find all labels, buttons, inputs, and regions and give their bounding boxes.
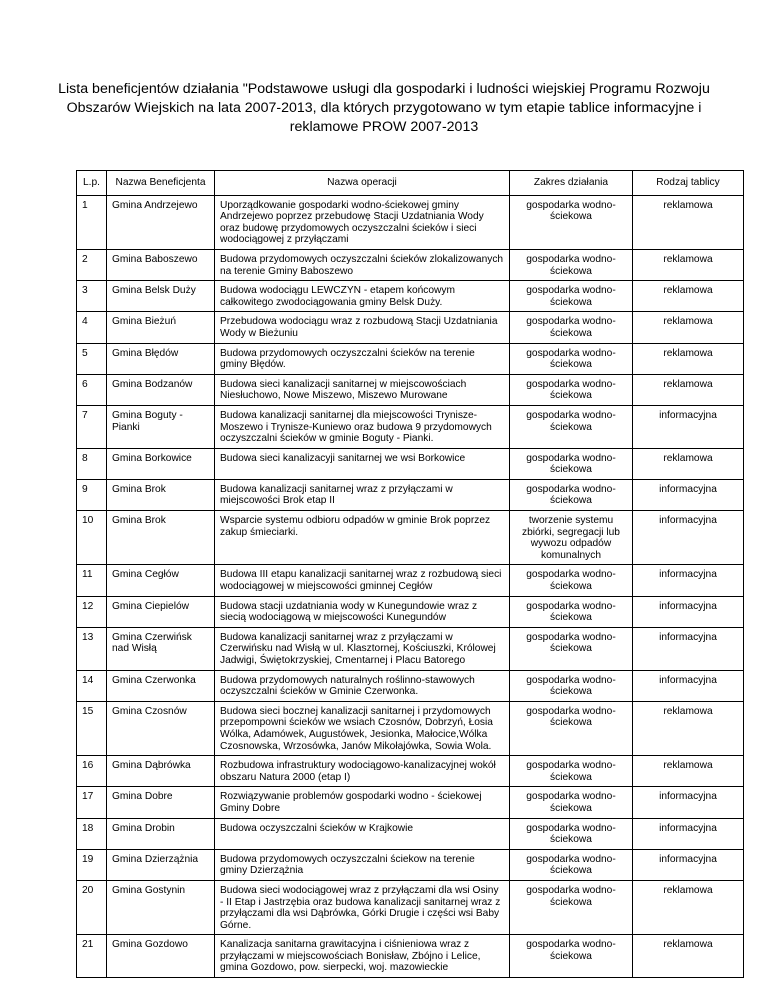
cell-beneficjent: Gmina Andrzejewo <box>107 195 215 249</box>
cell-beneficjent: Gmina Czosnów <box>107 701 215 755</box>
table-row <box>77 935 744 978</box>
cell-rodzaj: informacyjna <box>633 818 744 849</box>
cell-rodzaj: informacyjna <box>633 511 744 565</box>
cell-operacja: Budowa sieci wodociągowej wraz z przyłączami dla wsi Osiny - II Etap i Jastrzębia oraz budowa kanalizacji sanitarnej wraz z przyłączami dla wsi Dąbrówka, Górki Drugie i części wsi Baby Górne. <box>215 880 510 934</box>
table-row <box>77 448 744 479</box>
cell-beneficjent: Gmina Gozdowo <box>107 935 215 978</box>
cell-operacja: Budowa stacji uzdatniania wody w Kunegundowie wraz z siecią wodociągową w miejscowości Kunegundów <box>215 596 510 627</box>
cell-zakres: gospodarka wodno-ściekowa <box>510 880 633 934</box>
cell-lp: 10 <box>77 511 107 565</box>
cell-zakres: gospodarka wodno-ściekowa <box>510 281 633 312</box>
cell-operacja: Rozwiązywanie problemów gospodarki wodno - ściekowej Gminy Dobre <box>215 787 510 818</box>
cell-zakres: gospodarka wodno-ściekowa <box>510 374 633 405</box>
cell-beneficjent: Gmina Dobre <box>107 787 215 818</box>
cell-beneficjent: Gmina Brok <box>107 479 215 510</box>
cell-beneficjent: Gmina Boguty - Pianki <box>107 405 215 448</box>
header-operacja: Nazwa operacji <box>215 171 510 196</box>
table-row <box>77 374 744 405</box>
cell-operacja: Budowa sieci kanalizacyji sanitarnej we wsi Borkowice <box>215 448 510 479</box>
cell-lp: 15 <box>77 701 107 755</box>
cell-beneficjent: Gmina Drobin <box>107 818 215 849</box>
table-row <box>77 511 744 565</box>
cell-beneficjent: Gmina Ciepielów <box>107 596 215 627</box>
cell-beneficjent: Gmina Bieżuń <box>107 312 215 343</box>
cell-operacja: Budowa kanalizacji sanitarnej dla miejscowości Trynisze-Moszewo i Trynisze-Kuniewo oraz budowa 9 przydomowych oczyszczalni ścieków w gminie Boguty - Pianki. <box>215 405 510 448</box>
cell-rodzaj: reklamowa <box>633 281 744 312</box>
cell-operacja: Przebudowa wodociągu wraz z rozbudową Stacji Uzdatniania Wody w Bieżuniu <box>215 312 510 343</box>
beneficiaries-table <box>76 170 744 978</box>
cell-rodzaj: informacyjna <box>633 787 744 818</box>
cell-lp: 18 <box>77 818 107 849</box>
cell-operacja: Budowa kanalizacji sanitarnej wraz z przyłączami w miejscowości Brok etap II <box>215 479 510 510</box>
cell-beneficjent: Gmina Bodzanów <box>107 374 215 405</box>
cell-lp: 17 <box>77 787 107 818</box>
cell-operacja: Budowa oczyszczalni ścieków w Krajkowie <box>215 818 510 849</box>
cell-rodzaj: reklamowa <box>633 880 744 934</box>
cell-lp: 19 <box>77 849 107 880</box>
cell-operacja: Budowa przydomowych oczyszczalni ścieków zlokalizowanych na terenie Gminy Baboszewo <box>215 249 510 280</box>
cell-rodzaj: informacyjna <box>633 479 744 510</box>
cell-rodzaj: reklamowa <box>633 935 744 978</box>
cell-lp: 9 <box>77 479 107 510</box>
cell-operacja: Budowa sieci kanalizacji sanitarnej w miejscowościach Niesłuchowo, Nowe Miszewo, Miszewo Murowane <box>215 374 510 405</box>
cell-rodzaj: informacyjna <box>633 627 744 670</box>
cell-zakres: gospodarka wodno-ściekowa <box>510 565 633 596</box>
table-row <box>77 281 744 312</box>
cell-operacja: Budowa III etapu kanalizacji sanitarnej wraz z rozbudową sieci wodociągowej w miejscowości gminnej Cegłów <box>215 565 510 596</box>
table-row <box>77 195 744 249</box>
cell-rodzaj: reklamowa <box>633 195 744 249</box>
cell-rodzaj: informacyjna <box>633 405 744 448</box>
table-row <box>77 405 744 448</box>
cell-operacja: Budowa przydomowych oczyszczalni ściekow na terenie gminy Dzierzążnia <box>215 849 510 880</box>
cell-zakres: gospodarka wodno-ściekowa <box>510 596 633 627</box>
cell-zakres: gospodarka wodno-ściekowa <box>510 756 633 787</box>
cell-rodzaj: reklamowa <box>633 448 744 479</box>
table-row <box>77 343 744 374</box>
cell-zakres: gospodarka wodno-ściekowa <box>510 701 633 755</box>
cell-beneficjent: Gmina Gostynin <box>107 880 215 934</box>
cell-zakres: gospodarka wodno-ściekowa <box>510 249 633 280</box>
table-row <box>77 787 744 818</box>
cell-operacja: Wsparcie systemu odbioru odpadów w gminie Brok poprzez zakup śmieciarki. <box>215 511 510 565</box>
cell-rodzaj: informacyjna <box>633 670 744 701</box>
table-row <box>77 818 744 849</box>
cell-lp: 4 <box>77 312 107 343</box>
cell-operacja: Budowa wodociągu LEWCZYN - etapem końcowym całkowitego zwodociągowania gminy Belsk Duży. <box>215 281 510 312</box>
document-title: Lista beneficjentów działania "Podstawowe usługi dla gospodarki i ludności wiejskiej Programu Rozwoju Obszarów Wiejskich na lata 2007-2013, dla których przygotowano w tym etapie tablice informacyjne i reklamowe PROW 2007-2013 <box>58 81 710 135</box>
table-header-row <box>77 171 744 196</box>
cell-zakres: gospodarka wodno-ściekowa <box>510 405 633 448</box>
cell-lp: 1 <box>77 195 107 249</box>
cell-operacja: Budowa przydomowych oczyszczalni ścieków na terenie gminy Błędów. <box>215 343 510 374</box>
cell-zakres: gospodarka wodno-ściekowa <box>510 312 633 343</box>
cell-rodzaj: informacyjna <box>633 596 744 627</box>
cell-zakres: gospodarka wodno-ściekowa <box>510 627 633 670</box>
cell-rodzaj: reklamowa <box>633 343 744 374</box>
table-row <box>77 312 744 343</box>
cell-rodzaj: reklamowa <box>633 701 744 755</box>
cell-lp: 13 <box>77 627 107 670</box>
cell-operacja: Kanalizacja sanitarna grawitacyjna i ciśnieniowa wraz z przyłączami w miejscowościach Bonisław, Zbójno i Lelice, gmina Gozdowo, pow. sierpecki, woj. mazowieckie <box>215 935 510 978</box>
table-row <box>77 596 744 627</box>
cell-zakres: gospodarka wodno-ściekowa <box>510 670 633 701</box>
header-zakres: Zakres działania <box>510 171 633 196</box>
cell-rodzaj: reklamowa <box>633 756 744 787</box>
cell-operacja: Budowa sieci bocznej kanalizacji sanitarnej i przydomowych przepompowni ścieków we wsiach Czosnów, Dobrzyń, Łosia Wólka, Adamówek, Augustówek, Jesionka, Małocice,Wólka Czosnowska, Wrzosówka, Janów Mikołajówka, Sowia Wola. <box>215 701 510 755</box>
cell-lp: 14 <box>77 670 107 701</box>
cell-zakres: gospodarka wodno-ściekowa <box>510 448 633 479</box>
header-rodzaj: Rodzaj tablicy <box>633 171 744 196</box>
cell-operacja: Rozbudowa infrastruktury wodociągowo-kanalizacyjnej wokół obszaru Natura 2000 (etap I) <box>215 756 510 787</box>
cell-zakres: gospodarka wodno-ściekowa <box>510 195 633 249</box>
cell-rodzaj: informacyjna <box>633 849 744 880</box>
cell-lp: 12 <box>77 596 107 627</box>
cell-rodzaj: reklamowa <box>633 312 744 343</box>
cell-lp: 5 <box>77 343 107 374</box>
header-lp: L.p. <box>77 171 107 196</box>
cell-zakres: gospodarka wodno-ściekowa <box>510 479 633 510</box>
cell-zakres: gospodarka wodno-ściekowa <box>510 787 633 818</box>
cell-operacja: Uporządkowanie gospodarki wodno-ściekowej gminy Andrzejewo poprzez przebudowę Stacji Uzdatniania Wody oraz budowę przydomowych oczyszczalni ścieków i sieci wodociągowej z przyłączami <box>215 195 510 249</box>
table-row <box>77 670 744 701</box>
table-row <box>77 880 744 934</box>
cell-rodzaj: reklamowa <box>633 374 744 405</box>
cell-lp: 20 <box>77 880 107 934</box>
table-row <box>77 249 744 280</box>
cell-rodzaj: informacyjna <box>633 565 744 596</box>
cell-operacja: Budowa przydomowych naturalnych roślinno-stawowych oczyszczalni ścieków w Gminie Czerwonka. <box>215 670 510 701</box>
cell-rodzaj: reklamowa <box>633 249 744 280</box>
table-row <box>77 701 744 755</box>
cell-beneficjent: Gmina Dąbrówka <box>107 756 215 787</box>
cell-beneficjent: Gmina Brok <box>107 511 215 565</box>
cell-zakres: gospodarka wodno-ściekowa <box>510 818 633 849</box>
header-beneficjent: Nazwa Beneficjenta <box>107 171 215 196</box>
cell-zakres: tworzenie systemu zbiórki, segregacji lub wywozu odpadów komunalnych <box>510 511 633 565</box>
cell-beneficjent: Gmina Dzierzążnia <box>107 849 215 880</box>
cell-beneficjent: Gmina Czerwonka <box>107 670 215 701</box>
cell-lp: 3 <box>77 281 107 312</box>
cell-lp: 2 <box>77 249 107 280</box>
table-row <box>77 756 744 787</box>
table-row <box>77 849 744 880</box>
cell-lp: 7 <box>77 405 107 448</box>
table-row <box>77 565 744 596</box>
cell-lp: 21 <box>77 935 107 978</box>
cell-beneficjent: Gmina Baboszewo <box>107 249 215 280</box>
cell-zakres: gospodarka wodno-ściekowa <box>510 935 633 978</box>
cell-beneficjent: Gmina Cegłów <box>107 565 215 596</box>
cell-beneficjent: Gmina Belsk Duży <box>107 281 215 312</box>
cell-lp: 8 <box>77 448 107 479</box>
cell-operacja: Budowa kanalizacji sanitarnej wraz z przyłączami w Czerwińsku nad Wisłą w ul. Klasztornej, Kościuszki, Królowej Jadwigi, Świętokrzyskiej, Cmentarnej i Placu Batorego <box>215 627 510 670</box>
cell-beneficjent: Gmina Borkowice <box>107 448 215 479</box>
table-row <box>77 479 744 510</box>
cell-zakres: gospodarka wodno-ściekowa <box>510 849 633 880</box>
cell-lp: 16 <box>77 756 107 787</box>
table-row <box>77 627 744 670</box>
cell-zakres: gospodarka wodno-ściekowa <box>510 343 633 374</box>
cell-lp: 6 <box>77 374 107 405</box>
cell-beneficjent: Gmina Czerwińsk nad Wisłą <box>107 627 215 670</box>
cell-beneficjent: Gmina Błędów <box>107 343 215 374</box>
cell-lp: 11 <box>77 565 107 596</box>
